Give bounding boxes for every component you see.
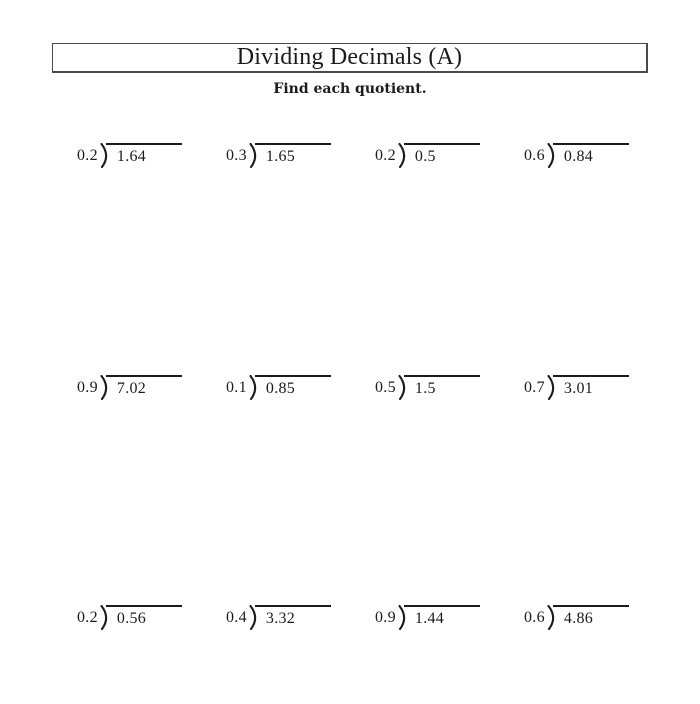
division-problem-3 <box>375 143 524 169</box>
long-division-bracket-icon <box>546 375 559 400</box>
problem-row-1 <box>77 143 673 169</box>
division-problem-9 <box>77 605 226 631</box>
long-division-bracket-icon <box>546 605 559 630</box>
dividend-value: 1.44 <box>404 605 480 627</box>
dividend-value: 7.02 <box>106 375 182 397</box>
long-division-bracket-icon <box>99 375 112 400</box>
dividend-value: 4.86 <box>553 605 629 627</box>
division-problem-12 <box>524 605 673 631</box>
dividend-value: 0.84 <box>553 143 629 165</box>
title-box <box>52 43 648 73</box>
problem-row-3 <box>77 605 673 631</box>
divisor-value: 0.5 <box>375 379 396 396</box>
long-division-bracket-icon <box>99 605 112 630</box>
division-problem-8 <box>524 375 673 401</box>
dividend-value: 0.85 <box>255 375 331 397</box>
division-problem-4 <box>524 143 673 169</box>
divisor-value: 0.9 <box>375 609 396 626</box>
division-problem-5 <box>77 375 226 401</box>
long-division-bracket-icon <box>248 375 261 400</box>
dividend-value: 1.5 <box>404 375 480 397</box>
division-problem-7 <box>375 375 524 401</box>
divisor-value: 0.1 <box>226 379 247 396</box>
page-title: Dividing Decimals (A) <box>236 44 463 70</box>
problem-row-2 <box>77 375 673 401</box>
dividend-value: 0.5 <box>404 143 480 165</box>
dividend-value: 1.65 <box>255 143 331 165</box>
long-division-bracket-icon <box>99 143 112 168</box>
long-division-bracket-icon <box>397 143 410 168</box>
division-problem-11 <box>375 605 524 631</box>
division-problem-10 <box>226 605 375 631</box>
long-division-bracket-icon <box>248 605 261 630</box>
divisor-value: 0.6 <box>524 147 545 164</box>
long-division-bracket-icon <box>546 143 559 168</box>
long-division-bracket-icon <box>248 143 261 168</box>
dividend-value: 3.32 <box>255 605 331 627</box>
divisor-value: 0.3 <box>226 147 247 164</box>
division-problem-2 <box>226 143 375 169</box>
divisor-value: 0.9 <box>77 379 98 396</box>
instructions-text: Find each quotient. <box>273 81 427 97</box>
division-problem-6 <box>226 375 375 401</box>
divisor-value: 0.2 <box>375 147 396 164</box>
dividend-value: 0.56 <box>106 605 182 627</box>
division-problem-1 <box>77 143 226 169</box>
dividend-value: 1.64 <box>106 143 182 165</box>
dividend-value: 3.01 <box>553 375 629 397</box>
divisor-value: 0.2 <box>77 147 98 164</box>
divisor-value: 0.7 <box>524 379 545 396</box>
divisor-value: 0.2 <box>77 609 98 626</box>
divisor-value: 0.4 <box>226 609 247 626</box>
divisor-value: 0.6 <box>524 609 545 626</box>
long-division-bracket-icon <box>397 605 410 630</box>
long-division-bracket-icon <box>397 375 410 400</box>
